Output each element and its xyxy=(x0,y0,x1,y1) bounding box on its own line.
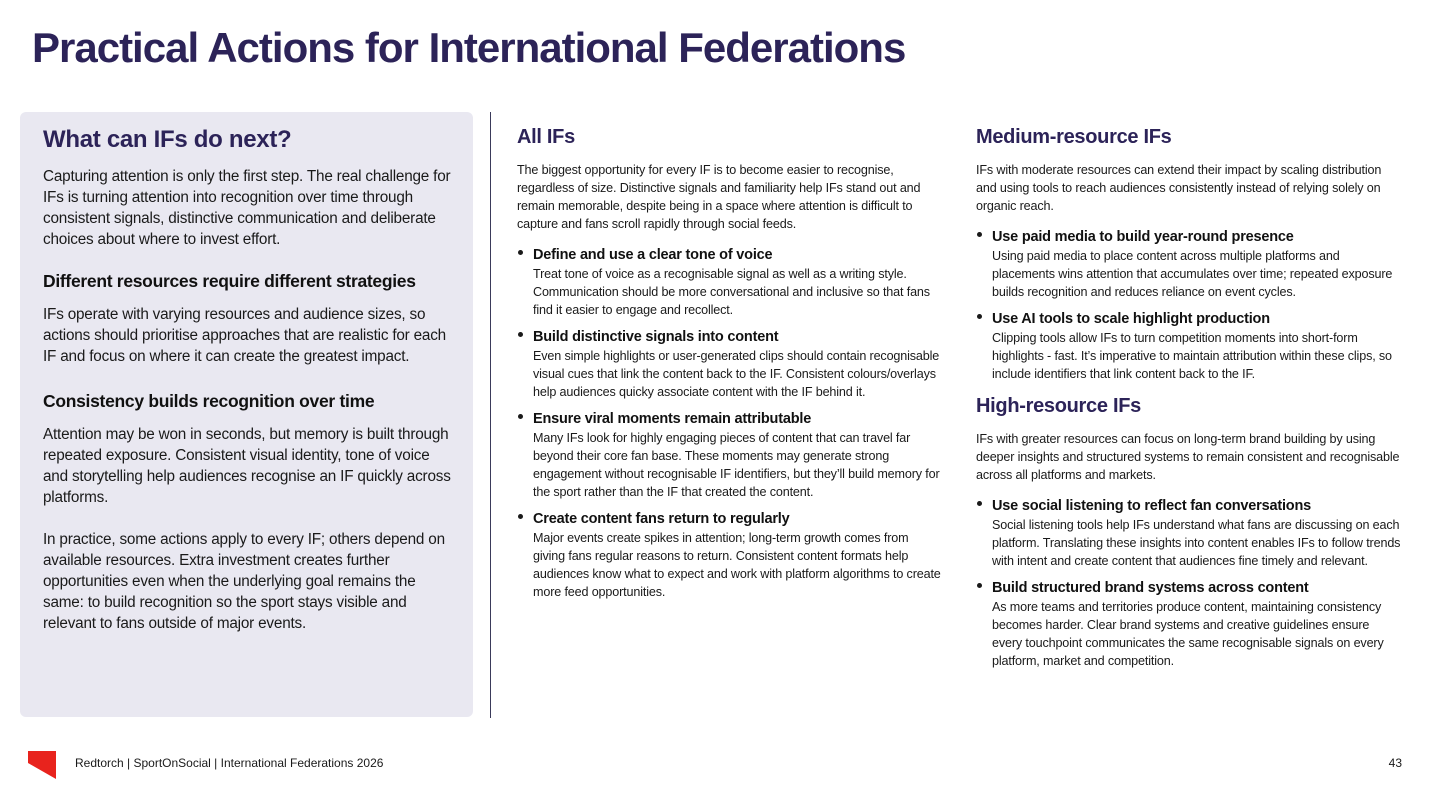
panel-heading: What can IFs do next? xyxy=(43,126,292,153)
bullet-icon xyxy=(977,501,982,506)
item-body: Major events create spikes in attention; long-term growth comes from giving fans regular reasons to return. Consistent content formats help audiences know what to expect and work with platform algorithms to create more feed opportunities. xyxy=(533,531,941,599)
next-steps-panel xyxy=(20,112,473,717)
item-title: Use social listening to reflect fan conversations xyxy=(992,498,1311,514)
high-resource-section xyxy=(976,395,1401,670)
item-body: Social listening tools help IFs understand what fans are discussing on each platform. Translating these insights into content enables IFs to follow trends with intent and create content that audiences fine timely and relevant. xyxy=(992,518,1401,568)
medium-list xyxy=(976,228,1401,383)
item-body: Treat tone of voice as a recognisable signal as well as a writing style. Communication should be more conversational and inclusive so that fans find it easier to engage and recollect. xyxy=(533,267,930,317)
high-list xyxy=(976,497,1401,670)
medium-resource-section xyxy=(976,126,1401,383)
item-title: Define and use a clear tone of voice xyxy=(533,247,773,263)
list-item xyxy=(976,497,1401,570)
list-item xyxy=(976,228,1401,301)
all-ifs-list xyxy=(517,246,942,601)
resources-body: IFs operate with varying resources and audience sizes, so actions should prioritise approaches that are realistic for each IF and focus on where it can create the greatest impact. xyxy=(43,306,446,365)
item-body: Using paid media to place content across multiple platforms and placements wins attention that accumulates over time; repeated exposure builds recognition and reduces reliance on event cycles. xyxy=(992,249,1393,299)
list-item xyxy=(517,328,942,401)
practice-body: In practice, some actions apply to every IF; others depend on available resources. Extra investment creates further opportunities even when the underlying goal remains the same: to build recognition so the sport stays visible and relevant to fans outside of major events. xyxy=(43,531,445,632)
bullet-icon xyxy=(518,514,523,519)
bullet-icon xyxy=(977,583,982,588)
consistency-body: Attention may be won in seconds, but memory is built through repeated exposure. Consistent visual identity, tone of voice and storytelling help audiences recognise an IF quickly across platforms. xyxy=(43,426,451,506)
item-title: Create content fans return to regularly xyxy=(533,511,790,527)
bullet-icon xyxy=(518,250,523,255)
resources-subheading: Different resources require different strategies xyxy=(43,271,416,291)
item-title: Build distinctive signals into content xyxy=(533,329,779,345)
consistency-subheading: Consistency builds recognition over time xyxy=(43,391,375,411)
item-body: Clipping tools allow IFs to turn competition moments into short-form highlights - fast. It’s imperative to maintain attribution within these clips, so include identifiers that link content back to the IF. xyxy=(992,331,1392,381)
page-title: Practical Actions for International Federations xyxy=(32,24,906,71)
bullet-icon xyxy=(977,232,982,237)
item-body: Many IFs look for highly engaging pieces of content that can travel far beyond their core fan base. These moments may generate strong engagement without recognisable IF identifiers, but they’ll build memory for the sport rather than the IF that created the content. xyxy=(533,431,940,499)
medium-heading: Medium-resource IFs xyxy=(976,126,1172,148)
resource-tiers-column xyxy=(976,126,1401,679)
item-title: Ensure viral moments remain attributable xyxy=(533,411,812,427)
item-title: Use AI tools to scale highlight production xyxy=(992,311,1270,327)
high-heading: High-resource IFs xyxy=(976,395,1141,417)
panel-intro: Capturing attention is only the first step. The real challenge for IFs is turning attention into recognition over time through consistent signals, distinctive communication and deliberate choices about where to invest effort. xyxy=(43,168,451,248)
all-ifs-intro: The biggest opportunity for every IF is to become easier to recognise, regardless of size. Distinctive signals and familiarity help IFs stand out and remain memorable, despite being in a space where attention is difficult to capture and fans scroll rapidly through social feeds. xyxy=(517,163,921,231)
bullet-icon xyxy=(977,314,982,319)
item-title: Build structured brand systems across content xyxy=(992,580,1309,596)
item-body: As more teams and territories produce content, maintaining consistency becomes harder. Clear brand systems and creative guidelines ensure every touchpoint communicates the same recognisable signals on every platform, market and competition. xyxy=(992,600,1384,668)
list-item xyxy=(976,310,1401,383)
list-item xyxy=(517,510,942,601)
column-divider xyxy=(490,112,491,718)
item-body: Even simple highlights or user-generated clips should contain recognisable visual cues that link the content back to the IF. Consistent colours/overlays help audiences quicky associate content with the IF behind it. xyxy=(533,349,940,399)
item-title: Use paid media to build year-round presence xyxy=(992,229,1294,245)
medium-intro: IFs with moderate resources can extend their impact by scaling distribution and using tools to reach audiences consistently instead of relying solely on organic reach. xyxy=(976,163,1382,213)
all-ifs-heading: All IFs xyxy=(517,126,575,148)
bullet-icon xyxy=(518,332,523,337)
all-ifs-section xyxy=(517,126,942,610)
high-intro: IFs with greater resources can focus on long-term brand building by using deeper insights and structured systems to remain consistent and recognisable across all platforms and markets. xyxy=(976,432,1400,482)
bullet-icon xyxy=(518,414,523,419)
footer-text: Redtorch | SportOnSocial | International Federations 2026 xyxy=(75,756,384,770)
list-item xyxy=(976,579,1401,670)
page-number: 43 xyxy=(1388,756,1402,770)
list-item xyxy=(517,410,942,501)
list-item xyxy=(517,246,942,319)
redtorch-logo-icon xyxy=(28,751,56,779)
